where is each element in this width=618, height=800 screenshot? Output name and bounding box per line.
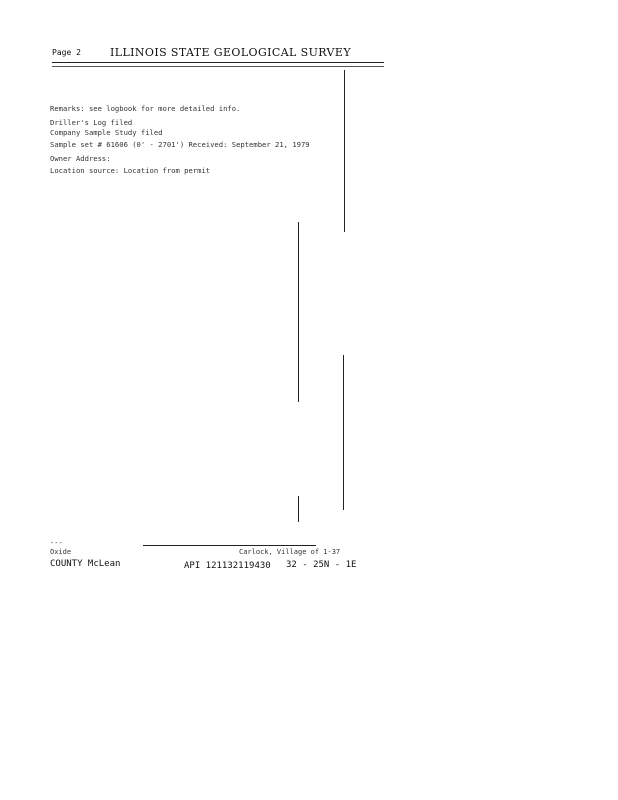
- header-rule-top: [52, 62, 384, 63]
- survey-title: ILLINOIS STATE GEOLOGICAL SURVEY: [110, 46, 351, 59]
- sample-study-line: Company Sample Study filed: [50, 128, 163, 137]
- footer-rule: [143, 545, 316, 546]
- drillers-log-line: Driller's Log filed: [50, 118, 133, 127]
- column-line-right-upper: [344, 70, 345, 232]
- page-number: Page 2: [52, 48, 81, 57]
- sample-set-line: Sample set # 61606 (0' - 2701') Received: September 21, 1979: [50, 140, 310, 149]
- header-rule-bottom: [52, 66, 384, 67]
- owner-address-line: Owner Address:: [50, 154, 111, 163]
- footer-place: Carlock, Village of 1-37: [239, 548, 341, 556]
- column-line-right-lower: [343, 355, 344, 510]
- location-source-line: Location source: Location from permit: [50, 166, 211, 175]
- footer-api: API 121132119430: [184, 561, 271, 571]
- remarks-line: Remarks: see logbook for more detailed info.: [50, 104, 241, 113]
- column-line-left-upper: [298, 222, 299, 402]
- footer-county: COUNTY McLean: [50, 559, 121, 569]
- footer-location: 32 - 25N - 1E: [286, 560, 357, 570]
- footer-dashes: ---: [50, 539, 63, 547]
- column-line-left-lower: [298, 496, 299, 522]
- footer-state: Oxide: [50, 548, 72, 556]
